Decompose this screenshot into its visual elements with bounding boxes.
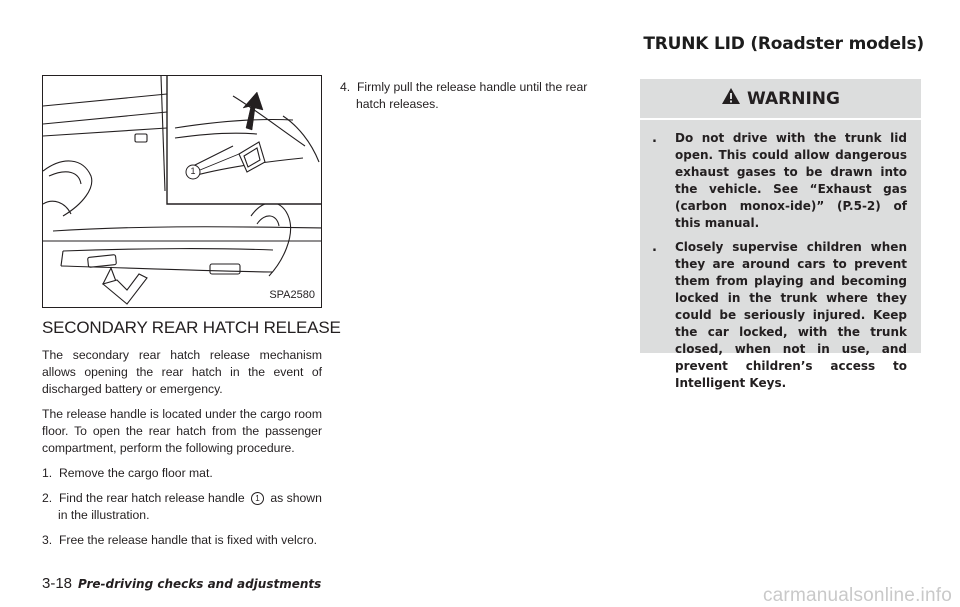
step-item: [42, 490, 322, 524]
section-heading: TRUNK LID (Roadster models): [643, 34, 924, 54]
page-number: 3-18: [42, 575, 73, 592]
illustration-figure: [42, 75, 322, 308]
left-column: [42, 318, 341, 557]
paragraph: The secondary rear hatch release mechanism allows opening the rear hatch in the event of discharged battery or emergency.: [42, 348, 322, 396]
step-number: 3.: [42, 533, 53, 547]
step-text: Free the release handle that is fixed with velcro.: [58, 533, 318, 547]
warning-text: Do not drive with the trunk lid open. This could allow dangerous exhaust gases to be drawn into the vehicle. See “Exhaust gas (carbon monox-ide)” (P.5-2) of this manual.: [675, 131, 907, 230]
figure-callout-label: 1: [190, 166, 196, 176]
middle-column: [340, 79, 620, 121]
step-text: Firmly pull the release handle until the rear hatch releases.: [356, 80, 588, 111]
step-text: Remove the cargo floor mat.: [58, 466, 213, 480]
bullet-icon: .: [652, 131, 657, 146]
step-item: [340, 79, 620, 113]
warning-item: [652, 239, 907, 392]
bullet-icon: .: [652, 240, 657, 255]
warning-triangle-icon: [721, 87, 741, 110]
step-number: 1.: [42, 466, 53, 480]
warning-title: WARNING: [747, 88, 840, 109]
step-item: [42, 532, 322, 549]
subheading: SECONDARY REAR HATCH RELEASE: [42, 318, 341, 337]
warning-item: [652, 130, 907, 232]
warning-header: [640, 79, 921, 120]
paragraph: The release handle is located under the cargo room floor. To open the rear hatch from the passenger compartment, perform the following procedure.: [42, 407, 322, 455]
watermark: carmanualsonline.info: [762, 585, 952, 606]
page-footer: [42, 575, 321, 592]
step-number: 2.: [42, 491, 53, 505]
figure-code: SPA2580: [269, 289, 315, 301]
warning-text: Closely supervise children when they are around cars to prevent them from playing and becoming locked in the trunk where they could be seriously injured. Keep the car locked, with the trunk closed, when not in use, and prevent children’s access to Intelligent Keys.: [675, 240, 907, 390]
step-text: Find the rear hatch release handle: [58, 491, 245, 505]
step-item: [42, 465, 322, 482]
callout-number-icon: 1: [251, 492, 264, 505]
step-text: as shown in the illustration.: [58, 491, 322, 522]
warning-list: [640, 120, 921, 392]
warning-box: [640, 79, 921, 390]
chapter-title: Pre-driving checks and adjustments: [78, 577, 322, 591]
rear-hatch-release-illustration: [43, 76, 322, 308]
step-number: 4.: [340, 80, 351, 94]
